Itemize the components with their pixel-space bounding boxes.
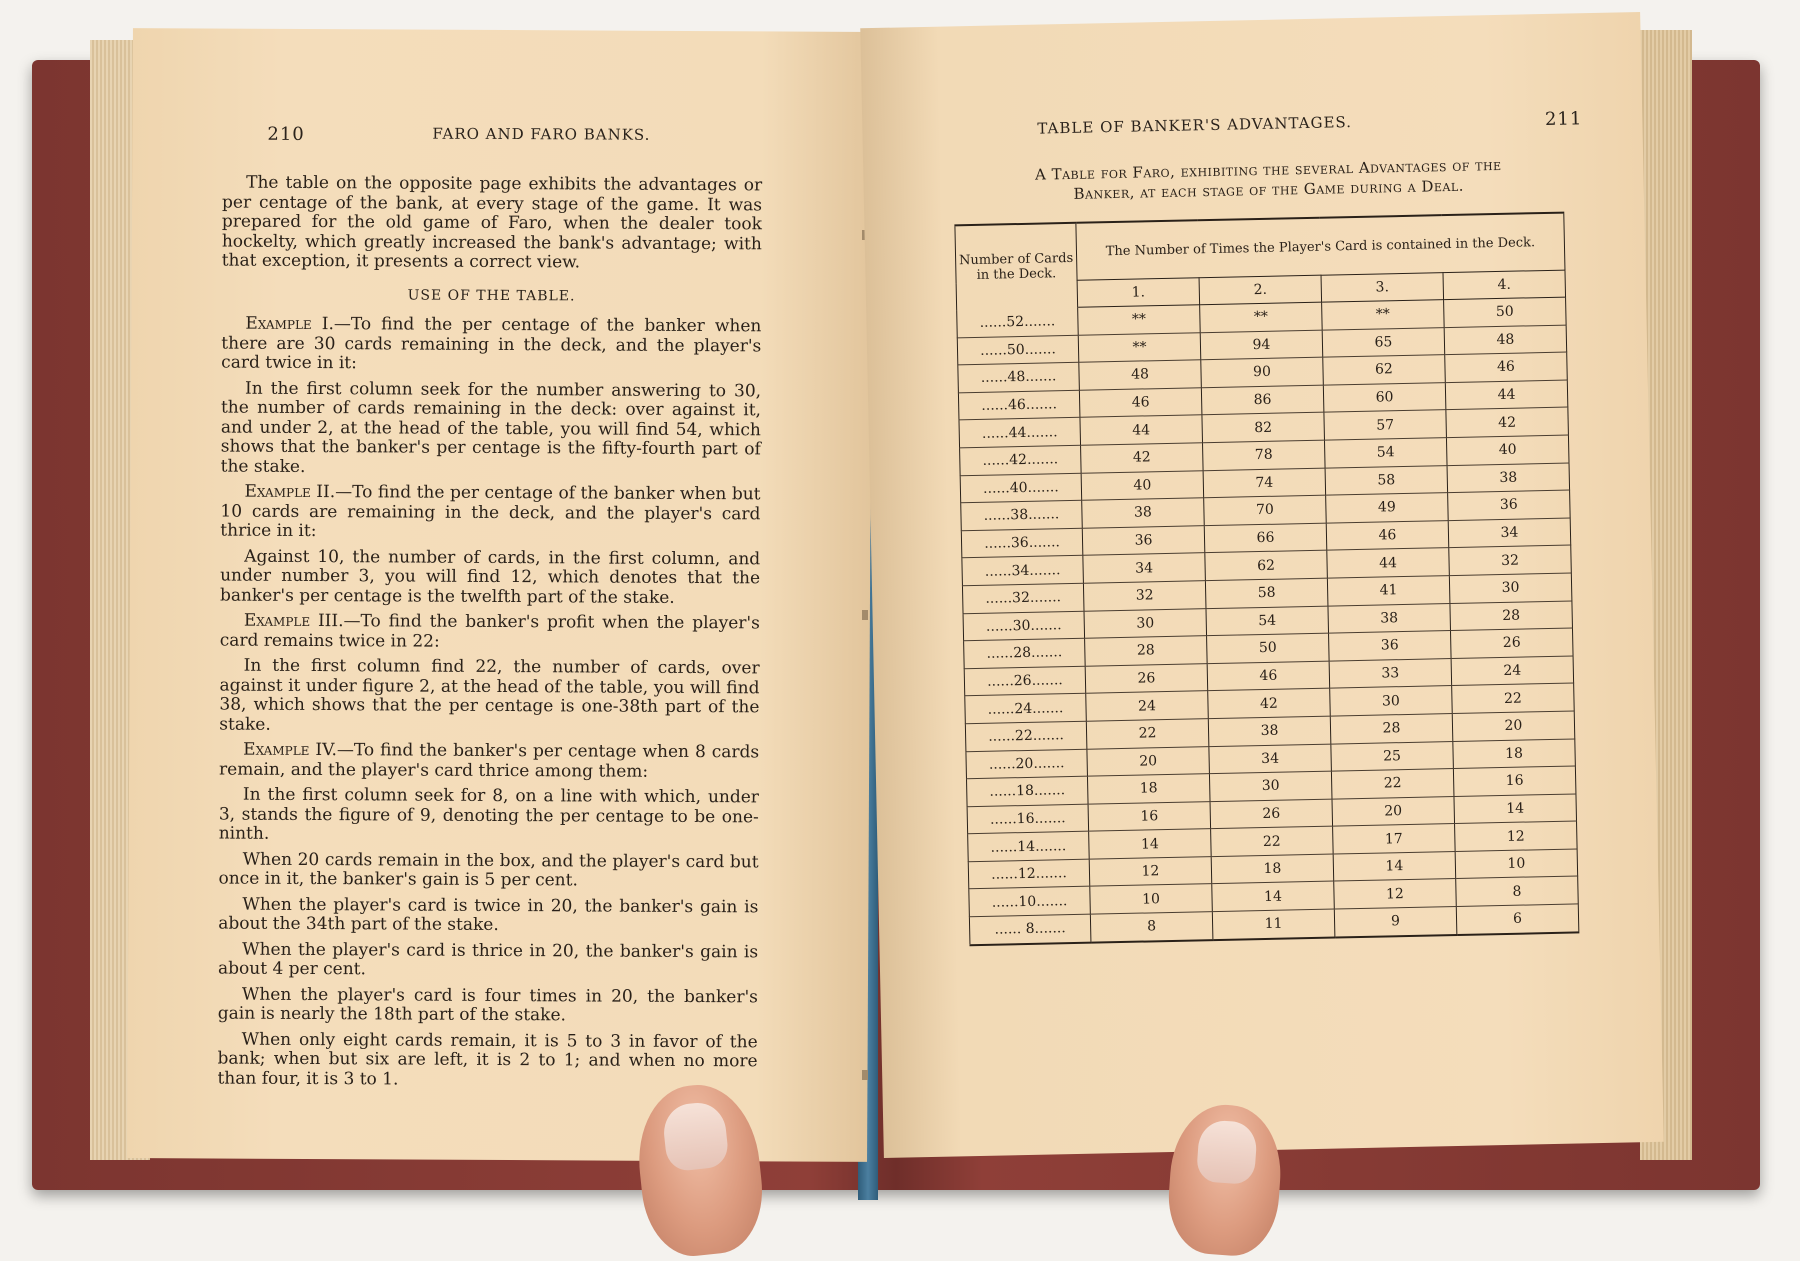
example-1-answer: In the first column seek for the number answering to 30, the number of cards remaining in the deck: over against it, and under 2, at the head of the table, you will find 54, which shows that the banker's per centage is the fifty-fourth part of the stake. <box>220 378 762 477</box>
advantage-cell: 34 <box>1083 553 1206 583</box>
right-page <box>860 12 1663 1158</box>
advantage-cell: 40 <box>1446 435 1569 465</box>
advantage-cell: 24 <box>1086 691 1209 721</box>
advantage-cell: ** <box>1322 300 1445 330</box>
advantage-cell: 22 <box>1331 769 1454 799</box>
advantage-cell: 16 <box>1088 801 1211 831</box>
advantage-cell: 48 <box>1444 325 1567 355</box>
advantage-cell: 14 <box>1089 829 1212 859</box>
advantage-cell: 18 <box>1211 854 1334 884</box>
advantage-cell: 10 <box>1455 849 1578 879</box>
advantage-cell: 8 <box>1090 912 1213 943</box>
advantage-cell: 46 <box>1326 520 1449 550</box>
advantage-cell: 26 <box>1210 799 1333 829</box>
example-4 <box>219 741 759 783</box>
advantage-cell: 36 <box>1082 525 1205 555</box>
advantage-cell: 54 <box>1206 606 1329 636</box>
advantage-cell: 58 <box>1205 578 1328 608</box>
example-1-text: —To find the per centage of the banker when there are 30 cards remaining in the deck, and the player's card twice in it: <box>221 314 762 374</box>
advantage-cell: 48 <box>1079 360 1202 390</box>
advantage-cell: 34 <box>1209 744 1332 774</box>
advantage-cell: 44 <box>1080 415 1203 445</box>
banker-advantage-table <box>954 212 1579 946</box>
advantage-cell: 26 <box>1085 663 1208 693</box>
advantage-cell: 28 <box>1450 601 1573 631</box>
advantage-cell: 11 <box>1212 909 1335 940</box>
running-head-title: TABLE OF BANKER'S ADVANTAGES. <box>1037 113 1353 138</box>
advantage-cell: 6 <box>1456 904 1579 935</box>
left-body-text <box>217 174 762 1098</box>
note-2: When the player's card is twice in 20, the banker's gain is about the 34th part of the stake. <box>218 894 759 935</box>
example-3-text: —To find the banker's profit when the player's card remains twice in 22: <box>219 611 760 652</box>
note-4: When the player's card is four times in 20, the banker's gain is nearly the 18th part of the stake. <box>217 984 758 1026</box>
example-3-answer: In the first column find 22, the number of cards, over against it under figure 2, at the head of the table, you will find 38, which shows that the per centage is one-38th part of the stake. <box>219 655 760 735</box>
advantage-cell: 62 <box>1323 355 1446 385</box>
thumbnail <box>661 1100 730 1172</box>
deck-count-cell: ......12....... <box>968 859 1090 889</box>
advantage-cell: 70 <box>1204 495 1327 525</box>
advantage-cell: 54 <box>1324 438 1447 468</box>
left-page <box>127 28 873 1162</box>
advantage-cell: 46 <box>1207 661 1330 691</box>
advantage-cell: 58 <box>1325 465 1448 495</box>
deck-count-cell: ......52....... <box>957 307 1079 337</box>
advantage-cell: 32 <box>1449 545 1572 575</box>
section-heading: USE OF THE TABLE. <box>407 287 576 304</box>
advantage-cell: 65 <box>1322 327 1445 357</box>
column-header-1: 1. <box>1077 278 1200 308</box>
advantage-cell: 16 <box>1453 766 1576 796</box>
advantage-cell: 36 <box>1448 490 1571 520</box>
example-4-label: Example IV. <box>243 739 337 761</box>
table-body <box>957 297 1579 945</box>
advantage-cell: 36 <box>1328 631 1451 661</box>
running-head-title: FARO AND FARO BANKS. <box>432 124 651 144</box>
advantage-cell: 33 <box>1329 658 1452 688</box>
deck-count-cell: ......14....... <box>968 831 1090 861</box>
deck-count-cell: ......24....... <box>965 694 1087 724</box>
column-header-2: 2. <box>1199 275 1322 305</box>
advantage-cell: 12 <box>1454 821 1577 851</box>
caption-line-1: A Table for Faro, exhibiting the several Advantages of the <box>1034 155 1502 184</box>
advantage-cell: 90 <box>1201 357 1324 387</box>
caption-line-2: Banker, at each stage of the Game during a Deal. <box>1073 176 1465 203</box>
advantage-cell: 26 <box>1450 628 1573 658</box>
advantage-cell: 74 <box>1203 468 1326 498</box>
deck-count-cell: ......28....... <box>964 638 1086 668</box>
advantage-cell: 38 <box>1208 716 1331 746</box>
binding-stitch <box>862 1070 868 1080</box>
advantage-cell: 50 <box>1444 297 1567 327</box>
example-2-text: —To find the per centage of the banker when but 10 cards are remaining in the deck, and the player's card thrice in it: <box>220 482 761 542</box>
thumbnail <box>1196 1119 1258 1185</box>
advantage-cell: 20 <box>1332 796 1455 826</box>
advantage-cell: 46 <box>1445 352 1568 382</box>
advantage-cell: 49 <box>1326 493 1449 523</box>
advantage-cell: 34 <box>1448 518 1571 548</box>
deck-count-cell: ......16....... <box>967 804 1089 834</box>
advantage-cell: 42 <box>1081 443 1204 473</box>
column-header-4: 4. <box>1443 270 1566 300</box>
advantage-cell: ** <box>1200 302 1323 332</box>
advantage-cell: 62 <box>1205 550 1328 580</box>
advantage-cell: 12 <box>1089 856 1212 886</box>
example-1 <box>221 315 761 376</box>
advantage-cell: 44 <box>1445 380 1568 410</box>
deck-count-cell: ......30....... <box>963 611 1085 641</box>
advantage-cell: 22 <box>1452 683 1575 713</box>
deck-count-cell: ......34....... <box>962 556 1084 586</box>
page-number: 211 <box>1544 108 1583 130</box>
page-number: 210 <box>267 123 305 145</box>
example-1-label: Example I. <box>245 313 334 335</box>
advantage-cell: 38 <box>1328 603 1451 633</box>
advantage-cell: 17 <box>1333 824 1456 854</box>
table-caption <box>943 153 1594 207</box>
advantage-cell: 30 <box>1209 771 1332 801</box>
advantage-cell: 20 <box>1087 746 1210 776</box>
advantage-cell: ** <box>1078 332 1201 362</box>
deck-count-cell: ......18....... <box>966 776 1088 806</box>
deck-count-cell: ......10....... <box>969 887 1091 917</box>
advantage-cell: ** <box>1078 305 1201 335</box>
advantage-cell: 18 <box>1087 774 1210 804</box>
advantage-cell: 25 <box>1331 741 1454 771</box>
column-header-3: 3. <box>1321 273 1444 303</box>
intro-paragraph: The table on the opposite page exhibits the advantages or per centage of the bank, at every stage of the game. It was prepared for the old game of Faro, when the dealer took hockelty, which greatly increased the bank's advantage; with that exception, it presents a correct view. <box>221 172 763 273</box>
note-3: When the player's card is thrice in 20, the banker's gain is about 4 per cent. <box>217 939 759 980</box>
advantage-cell: 24 <box>1451 656 1574 686</box>
deck-count-cell: ......46....... <box>958 390 1080 420</box>
example-2-label: Example II. <box>244 481 336 503</box>
advantage-cell: 40 <box>1081 470 1204 500</box>
advantage-cell: 78 <box>1202 440 1325 470</box>
deck-count-cell: ......38....... <box>961 500 1083 530</box>
example-2-answer: Against 10, the number of cards, in the first column, and under number 3, you will find 12, which denotes that the banker's per centage is the twelfth part of the stake. <box>219 546 761 608</box>
binding-stitch <box>862 610 868 620</box>
advantage-cell: 18 <box>1453 738 1576 768</box>
column-group-header: The Number of Times the Player's Card is contained in the Deck. <box>1076 213 1565 281</box>
advantage-cell: 66 <box>1204 523 1327 553</box>
advantage-cell: 82 <box>1202 413 1325 443</box>
advantage-cell: 57 <box>1324 410 1447 440</box>
deck-count-cell: ......20....... <box>966 749 1088 779</box>
deck-count-cell: ......44....... <box>959 418 1081 448</box>
advantage-cell: 60 <box>1323 382 1446 412</box>
advantage-cell: 12 <box>1334 879 1457 909</box>
advantage-cell: 46 <box>1079 388 1202 418</box>
example-4-answer: In the first column seek for 8, on a line with which, under 3, stands the figure of 9, denoting the per centage to be one-ninth. <box>218 784 759 844</box>
advantage-cell: 8 <box>1456 876 1579 906</box>
deck-count-cell: ......36....... <box>961 528 1083 558</box>
advantage-cell: 30 <box>1449 573 1572 603</box>
advantage-cell: 20 <box>1452 711 1575 741</box>
advantage-cell: 41 <box>1327 576 1450 606</box>
deck-count-cell: ......48....... <box>958 362 1080 392</box>
example-3 <box>220 612 760 654</box>
example-3-label: Example III. <box>243 610 344 632</box>
advantage-cell: 30 <box>1330 686 1453 716</box>
advantage-cell: 30 <box>1084 608 1207 638</box>
advantage-cell: 28 <box>1085 636 1208 666</box>
advantage-cell: 10 <box>1090 884 1213 914</box>
deck-count-cell: ......50....... <box>957 335 1079 365</box>
deck-count-cell: ......32....... <box>962 583 1084 613</box>
advantage-cell: 44 <box>1327 548 1450 578</box>
advantage-cell: 28 <box>1330 713 1453 743</box>
advantage-cell: 86 <box>1201 385 1324 415</box>
right-running-head <box>862 107 1642 138</box>
advantage-cell: 42 <box>1208 688 1331 718</box>
example-2 <box>220 483 760 544</box>
note-1: When 20 cards remain in the box, and the player's card but once in it, the banker's gain is 5 per cent. <box>218 849 759 891</box>
note-5: When only eight cards remain, it is 5 to 3 in favor of the bank; when but six are left, it is 2 to 1; and when no more than four, it is 3 to 1. <box>217 1029 758 1089</box>
left-running-head <box>132 123 872 145</box>
deck-count-cell: ......26....... <box>964 666 1086 696</box>
advantage-cell: 14 <box>1333 851 1456 881</box>
deck-count-cell: ......22....... <box>965 721 1087 751</box>
advantage-cell: 50 <box>1207 633 1330 663</box>
deck-count-cell: ......40....... <box>960 473 1082 503</box>
advantage-cell: 9 <box>1334 907 1457 938</box>
deck-count-cell: ......42....... <box>960 445 1082 475</box>
advantage-cell: 32 <box>1083 581 1206 611</box>
advantage-cell: 14 <box>1212 882 1335 912</box>
advantage-cell: 22 <box>1211 826 1334 856</box>
advantage-cell: 38 <box>1082 498 1205 528</box>
advantage-cell: 22 <box>1086 719 1209 749</box>
advantage-cell: 14 <box>1454 794 1577 824</box>
row-header: Number of Cards in the Deck. <box>955 223 1078 310</box>
advantage-cell: 94 <box>1200 330 1323 360</box>
deck-count-cell: ...... 8....... <box>969 914 1091 945</box>
advantage-cell: 42 <box>1446 407 1569 437</box>
advantage-cell: 38 <box>1447 463 1570 493</box>
example-4-text: —To find the banker's per centage when 8 cards remain, and the player's card thrice among them: <box>219 740 760 782</box>
